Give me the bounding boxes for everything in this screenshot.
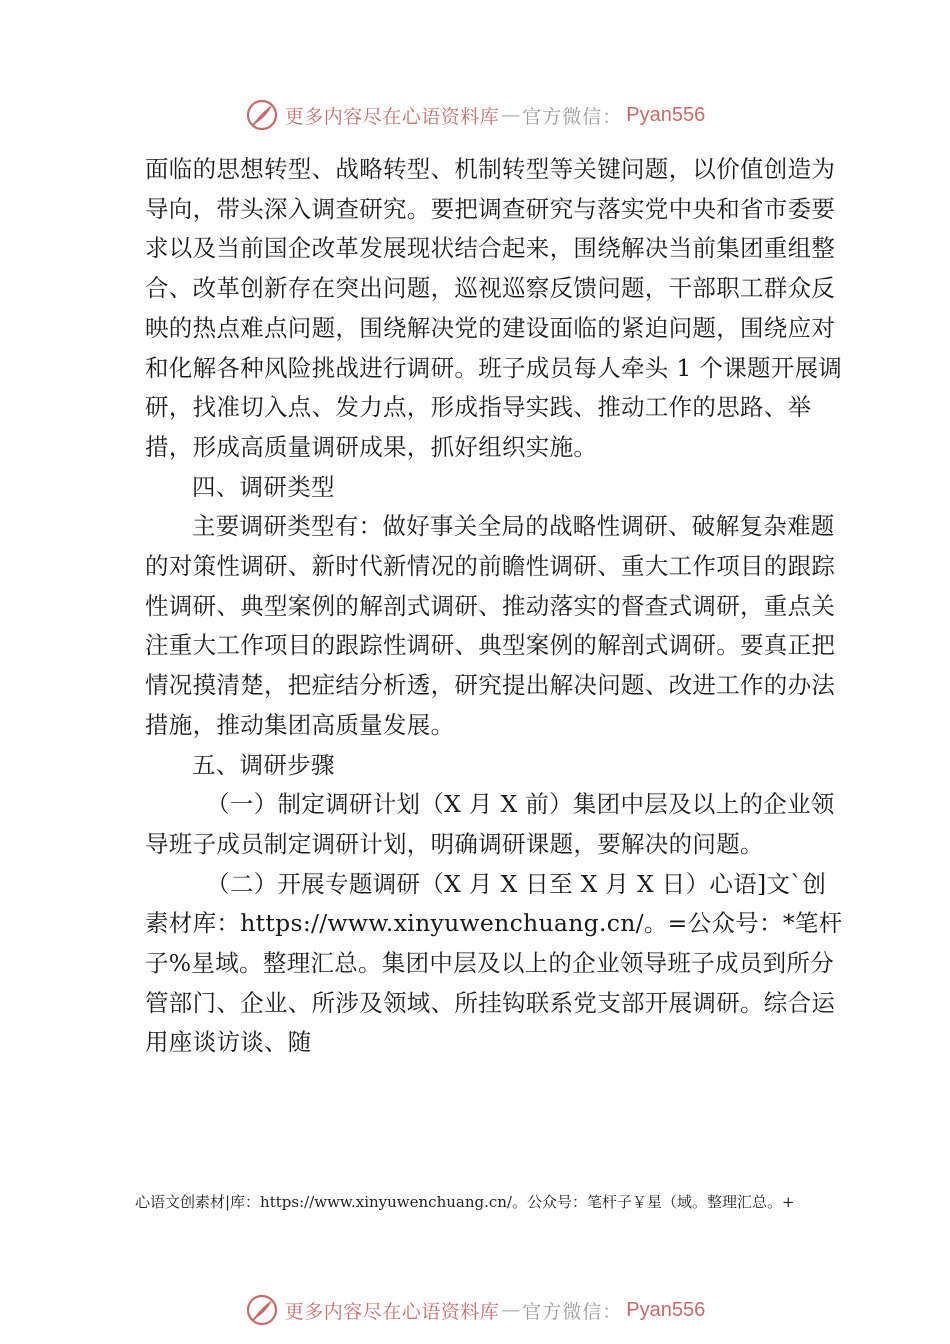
document-body [145, 150, 845, 1063]
paragraph-step-two: （二）开展专题调研（X 月 X 日至 X 月 X 日）心语]文`创素材库：https://www.xinyuwenchuang.cn/。=公众号：*笔杆子%星域。整理汇总。集团中层及以上的企业领导班子成员到所分管部门、企业、所涉及领域、所挂钩联系党支部开展调研。综合运用座谈访谈、随 [145, 869, 843, 1057]
footer-source-note: 心语文创素材|库：https://www.xinyuwenchuang.cn/。公众号：笔杆子￥星（域。整理汇总。+ [135, 1193, 795, 1211]
banner-separator: — [501, 1299, 521, 1321]
banner-wechat-id: Pyan556 [626, 103, 706, 126]
section-heading-research-steps: 五、调研步骤 [192, 750, 335, 779]
quill-logo-icon [245, 98, 279, 132]
paragraph-research-focus: 面临的思想转型、战略转型、机制转型等关键问题，以价值创造为导向，带头深入调查研究。要把调查研究与落实党中央和省市委要求以及当前国企改革发展现状结合起来，围绕解决当前集团重组整合、改革创新存在突出问题，巡视巡察反馈问题，干部职工群众反映的热点难点问题，围绕解决党的建设面临的紧迫问题，围绕应对和化解各种风险挑战进行调研。班子成员每人牵头 1 个课题开展调研，找准切入点、发力点，形成指导实践、推动工作的思路、举措，形成高质量调研成果，抓好组织实施。 [145, 155, 843, 461]
banner-text: 更多内容尽在心语资料库 [284, 105, 500, 128]
paragraph-step-one: （一）制定调研计划（X 月 X 前）集团中层及以上的企业领导班子成员制定调研计划，明确调研课题，要解决的问题。 [145, 790, 835, 858]
section-heading-research-types: 四、调研类型 [192, 472, 335, 501]
banner-text: 更多内容尽在心语资料库 [284, 1300, 500, 1323]
banner-wechat-label: 官方微信： [522, 1300, 623, 1323]
quill-logo-icon [245, 1293, 279, 1327]
banner-wechat-label: 官方微信： [522, 105, 623, 128]
banner-wechat-id: Pyan556 [626, 1298, 706, 1321]
header-watermark-banner [0, 95, 950, 135]
footer-watermark-banner [0, 1290, 950, 1330]
banner-separator: — [501, 104, 521, 126]
paragraph-research-types: 主要调研类型有：做好事关全局的战略性调研、破解复杂难题的对策性调研、新时代新情况的前瞻性调研、重大工作项目的跟踪性调研、典型案例的解剖式调研、推动落实的督查式调研，重点关注重大工作项目的跟踪性调研、典型案例的解剖式调研。要真正把情况摸清楚，把症结分析透，研究提出解决问题、改进工作的办法措施，推动集团高质量发展。 [145, 512, 836, 739]
